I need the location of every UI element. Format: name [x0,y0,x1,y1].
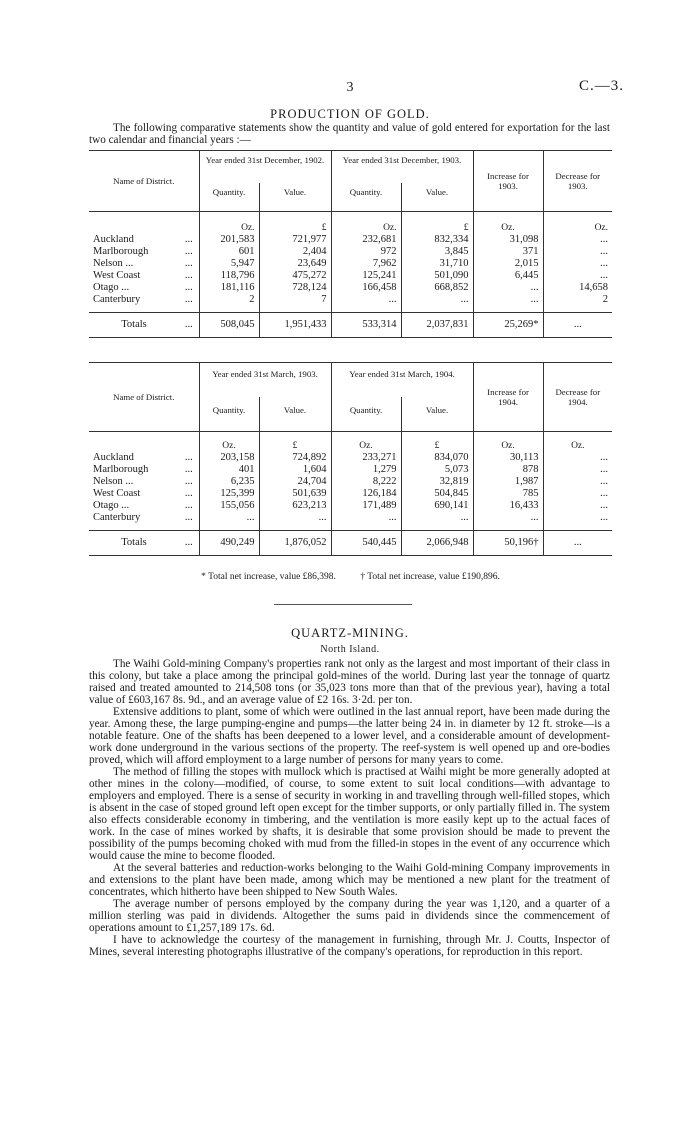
page-number: 3 [346,80,354,95]
table-footnotes [89,572,612,582]
header-quantity-2: Quantity. [331,397,401,432]
quantity-cell: 1,279 [331,464,401,476]
leader-dots: ... [184,246,193,257]
quantity-cell: 201,583 [199,234,259,246]
decrease-cell: ... [600,500,609,511]
value-total: 2,037,831 [401,313,473,338]
value-cell: 690,141 [401,500,473,512]
document-reference: C.—3. [578,78,624,94]
value-cell: 724,892 [259,452,331,464]
value-cell: 31,710 [401,258,473,270]
increase-cell: ... [473,294,543,313]
gold-table-financial [89,362,612,556]
table-row [89,294,612,313]
unit-oz: Oz. [331,212,401,235]
unit-oz: Oz. [331,432,401,453]
quantity-cell: 171,489 [331,500,401,512]
increase-cell: 785 [473,488,543,500]
quantity-cell: ... [331,512,401,531]
header-value-2: Value. [401,397,473,432]
table-row [89,500,612,512]
header-value-2: Value. [401,183,473,212]
district-name: West Coast [93,488,141,499]
header-district: Name of District. [89,151,199,212]
value-cell: 23,649 [259,258,331,270]
leader-dots: ... [184,270,193,281]
value-cell: 728,124 [259,282,331,294]
quantity-total: 490,249 [199,531,259,556]
quantity-cell: 601 [199,246,259,258]
district-name: Nelson ... [93,476,134,487]
leader-dots: ... [184,258,193,269]
header-increase: Increase for 1903. [473,151,543,212]
quantity-cell: 6,235 [199,476,259,488]
paragraph: At the several batteries and reduction-works belonging to the Waihi Gold-mining Company improvements in and extensions to the plant have been made, among which may be mentioned a new plant for the treatment of concentrates, which hitherto have been shipped to New South Wales. [89,862,610,898]
district-name: Canterbury [89,294,179,313]
unit-pound: £ [259,212,331,235]
header-quantity-2: Quantity. [331,183,401,212]
increase-cell: 30,113 [473,452,543,464]
decrease-total: ... [543,531,612,556]
paragraph: The average number of persons employed by the company during the year was 1,120, and a quarter of a million sterling was paid in dividends. Altogether the sums paid in dividends since the commencement of operations amount to £1,257,189 17s. 6d. [89,898,610,934]
table-row [89,476,612,488]
leader-dots: ... [184,476,193,487]
quantity-cell: 233,271 [331,452,401,464]
unit-oz: Oz. [199,212,259,235]
quantity-cell: 126,184 [331,488,401,500]
decrease-cell: ... [600,258,609,269]
increase-cell: 371 [473,246,543,258]
quantity-total: 540,445 [331,531,401,556]
quantity-cell: 203,158 [199,452,259,464]
increase-cell: ... [473,282,543,294]
paragraph: The method of filling the stopes with mullock which is practised at Waihi might be more generally adopted at other mines in the colony—modified, of course, to some extent to suit local conditions—with advantage to employers and employed. There is a sense of security in working in and travelling through well-filled stopes, which is absent in the case of stoped ground left open except for the timber supports, or only partially filled in. The system also effects considerable economy in timbering, and the ventilation is more easily kept up to the actual faces of work. In the case of mines worked by shafts, it is desirable that some provision should be made to prevent the possibility of the pumps becoming choked with mud from the filled-in stopes in the event of any occurrence which would cause the mine to become flooded. [89,766,610,862]
table-row [89,464,612,476]
district-name: West Coast [93,270,141,281]
quantity-total: 533,314 [331,313,401,338]
table1-body [89,234,612,338]
leader-dots: ... [184,234,193,245]
district-name: Otago ... [93,500,130,511]
quantity-cell: 232,681 [331,234,401,246]
district-name: Auckland [93,452,134,463]
increase-cell: 878 [473,464,543,476]
unit-oz: Oz. [199,432,259,453]
header-period-1: Year ended 31st March, 1903. [199,363,331,398]
quantity-cell: 155,056 [199,500,259,512]
totals-row [89,531,612,556]
value-cell: 7 [259,294,331,313]
table-row [89,258,612,270]
header-quantity-1: Quantity. [199,397,259,432]
leader-dots: ... [184,488,193,499]
decrease-total: ... [543,313,612,338]
intro-paragraph: The following comparative statements show the quantity and value of gold entered for exportation for the last two calendar and financial years :— [89,122,610,146]
section-title-production: PRODUCTION OF GOLD. [270,107,430,121]
unit-oz: Oz. [543,212,612,235]
unit-oz: Oz. [473,432,543,453]
totals-label: Totals [89,531,179,556]
decrease-cell: ... [600,452,609,463]
leader-dots: ... [184,452,193,463]
unit-pound: £ [259,432,331,453]
decrease-cell: ... [600,476,609,487]
value-cell: 504,845 [401,488,473,500]
section-subtitle-north-island: North Island. [320,644,380,655]
quantity-cell: 5,947 [199,258,259,270]
leader-dots: ... [179,294,199,313]
quantity-cell: 125,241 [331,270,401,282]
value-cell: 834,070 [401,452,473,464]
district-name: Auckland [93,234,134,245]
value-cell: 501,639 [259,488,331,500]
table-row [89,234,612,246]
table-row [89,488,612,500]
leader-dots: ... [179,531,199,556]
table-row [89,270,612,282]
leader-dots: ... [184,282,193,293]
header-period-2: Year ended 31st March, 1904. [331,363,473,398]
header-district: Name of District. [89,363,199,432]
header-decrease: Decrease for 1904. [543,363,612,432]
table-row [89,246,612,258]
increase-cell: 2,015 [473,258,543,270]
decrease-cell: 14,658 [579,282,609,293]
leader-dots: ... [184,500,193,511]
totals-row [89,313,612,338]
decrease-cell: ... [600,488,609,499]
value-cell: 832,334 [401,234,473,246]
value-cell: 5,073 [401,464,473,476]
district-name: Otago ... [93,282,130,293]
value-total: 1,951,433 [259,313,331,338]
value-cell: 668,852 [401,282,473,294]
value-cell: ... [401,294,473,313]
increase-cell: 16,433 [473,500,543,512]
district-name: Marlborough [93,246,149,257]
header-period-1: Year ended 31st December, 1902. [199,151,331,184]
district-name: Marlborough [93,464,149,475]
decrease-cell: ... [600,464,609,475]
header-period-2: Year ended 31st December, 1903. [331,151,473,184]
section-divider [274,604,412,605]
quantity-cell: 181,116 [199,282,259,294]
increase-total: 50,196† [473,531,543,556]
paragraph: Extensive additions to plant, some of which were outlined in the last annual report, have been made during the year. Among these, the large pumping-engine and pumps—the latter being 24 in. in diameter by 12 ft. stroke—is a notable feature. One of the shafts has been deepened to a lower level, and a considerable amount of development-work done underground in the various sections of the property. The reef-system is well opened up and ore-bodies proved, which will afford employment to a large number of persons for many years to come. [89,706,610,766]
header-value-1: Value. [259,397,331,432]
section-title-quartz-mining: QUARTZ-MINING. [291,626,409,640]
table2-body [89,452,612,556]
value-cell: ... [401,512,473,531]
district-name: Canterbury [89,512,179,531]
leader-dots: ... [179,313,199,338]
unit-pound: £ [401,432,473,453]
increase-cell: 1,987 [473,476,543,488]
value-cell: 2,404 [259,246,331,258]
leader-dots: ... [184,464,193,475]
quantity-cell: 2 [199,294,259,313]
district-name: Nelson ... [93,258,134,269]
decrease-cell: ... [543,512,612,531]
table-row [89,452,612,464]
gold-table-calendar [89,150,612,338]
decrease-cell: ... [600,270,609,281]
quantity-cell: ... [199,512,259,531]
table-row [89,512,612,531]
value-cell: 24,704 [259,476,331,488]
decrease-cell: ... [600,234,609,245]
value-cell: 501,090 [401,270,473,282]
paragraph: I have to acknowledge the courtesy of the management in furnishing, through Mr. J. Coutts, Inspector of Mines, several interesting photographs illustrative of the company's operations, for reproduction in this report. [89,934,610,958]
value-cell: 721,977 [259,234,331,246]
quantity-cell: 972 [331,246,401,258]
table-row [89,282,612,294]
increase-cell: 31,098 [473,234,543,246]
value-total: 1,876,052 [259,531,331,556]
header-increase: Increase for 1904. [473,363,543,432]
quantity-cell: 125,399 [199,488,259,500]
value-cell: 1,604 [259,464,331,476]
quantity-cell: ... [331,294,401,313]
value-cell: 32,819 [401,476,473,488]
decrease-cell: 2 [543,294,612,313]
unit-oz: Oz. [473,212,543,235]
value-cell: ... [259,512,331,531]
header-decrease: Decrease for 1903. [543,151,612,212]
quantity-cell: 166,458 [331,282,401,294]
decrease-cell: ... [600,246,609,257]
quartz-mining-text [89,658,610,958]
increase-cell: ... [473,512,543,531]
totals-label: Totals [89,313,179,338]
value-cell: 623,213 [259,500,331,512]
value-cell: 3,845 [401,246,473,258]
quantity-total: 508,045 [199,313,259,338]
increase-total: 25,269* [473,313,543,338]
footnote-dagger: † Total net increase, value £190,896. [360,572,500,582]
unit-oz: Oz. [543,432,612,453]
paragraph: The Waihi Gold-mining Company's properties rank not only as the largest and most important of their class in this colony, but take a place among the principal gold-mines of the world. During last year the tonnage of quartz raised and treated amounted to 214,508 tons (or 35,023 tons more than that of the previous year), having a total value of £603,167 8s. 9d., and an average value of £2 16s. 3·2d. per ton. [89,658,610,706]
header-quantity-1: Quantity. [199,183,259,212]
value-total: 2,066,948 [401,531,473,556]
value-cell: 475,272 [259,270,331,282]
quantity-cell: 7,962 [331,258,401,270]
quantity-cell: 8,222 [331,476,401,488]
leader-dots: ... [179,512,199,531]
quantity-cell: 401 [199,464,259,476]
unit-pound: £ [401,212,473,235]
quantity-cell: 118,796 [199,270,259,282]
increase-cell: 6,445 [473,270,543,282]
footnote-star: * Total net increase, value £86,398. [201,572,336,582]
header-value-1: Value. [259,183,331,212]
